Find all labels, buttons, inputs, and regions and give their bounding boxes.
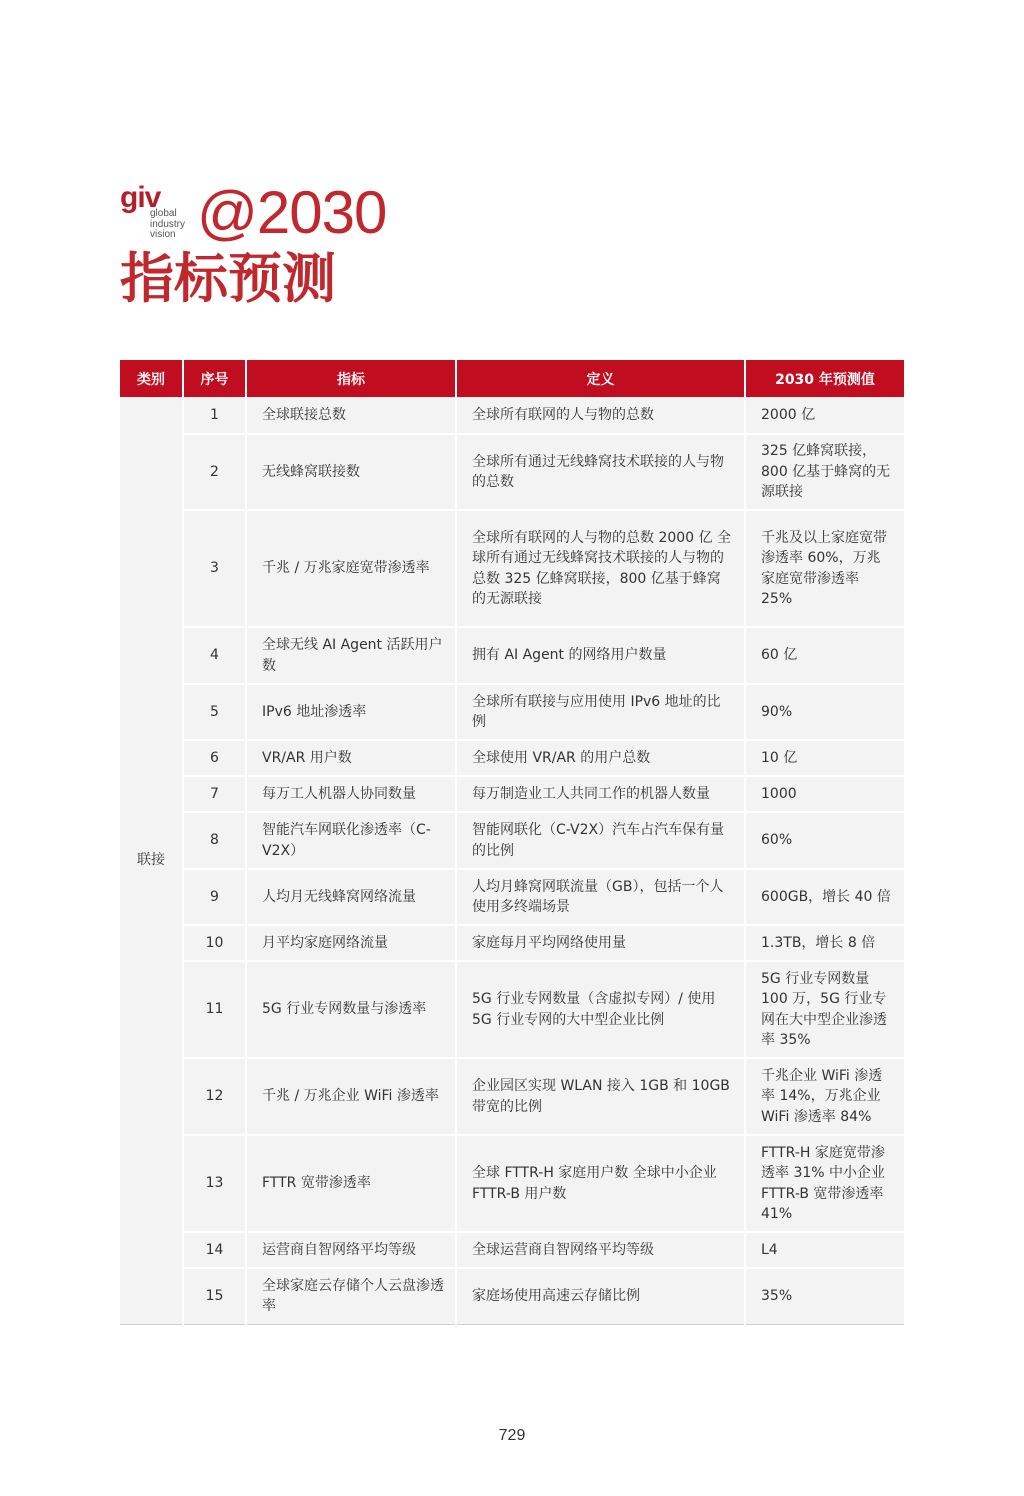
definition-cell: 家庭场使用高速云存储比例 <box>456 1268 745 1324</box>
definition-cell: 全球所有联网的人与物的总数 2000 亿 全球所有通过无线蜂窝技术联接的人与物的总数 325 亿蜂窝联接，800 亿基于蜂窝的无源联接 <box>456 510 745 627</box>
value-cell: 1.3TB，增长 8 倍 <box>745 925 904 961</box>
logo-mark: giv <box>120 181 161 214</box>
table-row <box>120 812 904 869</box>
row-number: 13 <box>183 1135 246 1232</box>
page-title: 指标预测 <box>120 247 336 310</box>
row-number: 15 <box>183 1268 246 1324</box>
table-row <box>120 627 904 684</box>
definition-cell: 全球所有联接与应用使用 IPv6 地址的比例 <box>456 684 745 740</box>
row-number: 12 <box>183 1058 246 1135</box>
indicator-cell: 人均月无线蜂窝网络流量 <box>246 869 456 925</box>
value-cell: 千兆企业 WiFi 渗透率 14%，万兆企业 WiFi 渗透率 84% <box>745 1058 904 1135</box>
value-cell: 60% <box>745 812 904 869</box>
header-number: 序号 <box>183 360 246 397</box>
value-cell: 千兆及以上家庭宽带渗透率 60%，万兆家庭宽带渗透率 25% <box>745 510 904 627</box>
value-cell: FTTR-H 家庭宽带渗透率 31% 中小企业 FTTR-B 宽带渗透率 41% <box>745 1135 904 1232</box>
value-cell: 90% <box>745 684 904 740</box>
definition-cell: 企业园区实现 WLAN 接入 1GB 和 10GB 带宽的比例 <box>456 1058 745 1135</box>
row-number: 7 <box>183 776 246 812</box>
value-cell: 325 亿蜂窝联接，800 亿基于蜂窝的无源联接 <box>745 434 904 510</box>
table-row <box>120 397 904 434</box>
indicator-cell: 无线蜂窝联接数 <box>246 434 456 510</box>
definition-cell: 智能网联化（C-V2X）汽车占汽车保有量的比例 <box>456 812 745 869</box>
value-cell: 5G 行业专网数量 100 万，5G 行业专网在大中型企业渗透率 35% <box>745 961 904 1058</box>
logo-line: industry <box>150 218 186 230</box>
row-number: 2 <box>183 434 246 510</box>
table-row <box>120 1058 904 1135</box>
definition-cell: 全球 FTTR-H 家庭用户数 全球中小企业 FTTR-B 用户数 <box>456 1135 745 1232</box>
header-definition: 定义 <box>456 360 745 397</box>
table-row <box>120 510 904 627</box>
value-cell: 10 亿 <box>745 740 904 776</box>
indicator-cell: 月平均家庭网络流量 <box>246 925 456 961</box>
definition-cell: 全球所有联网的人与物的总数 <box>456 397 745 434</box>
indicator-cell: 5G 行业专网数量与渗透率 <box>246 961 456 1058</box>
indicator-cell: 智能汽车网联化渗透率（C-V2X） <box>246 812 456 869</box>
indicator-cell: 每万工人机器人协同数量 <box>246 776 456 812</box>
table-row <box>120 1232 904 1268</box>
header-indicator: 指标 <box>246 360 456 397</box>
indicator-cell: VR/AR 用户数 <box>246 740 456 776</box>
definition-cell: 全球所有通过无线蜂窝技术联接的人与物的总数 <box>456 434 745 510</box>
row-number: 10 <box>183 925 246 961</box>
header-category: 类别 <box>120 360 183 397</box>
value-cell: 35% <box>745 1268 904 1324</box>
value-cell: 60 亿 <box>745 627 904 684</box>
row-number: 1 <box>183 397 246 434</box>
indicator-cell: 全球家庭云存储个人云盘渗透率 <box>246 1268 456 1324</box>
definition-cell: 全球使用 VR/AR 的用户总数 <box>456 740 745 776</box>
giv-logo <box>120 183 198 245</box>
definition-cell: 人均月蜂窝网联流量（GB），包括一个人使用多终端场景 <box>456 869 745 925</box>
table-row <box>120 434 904 510</box>
table-row <box>120 740 904 776</box>
definition-cell: 5G 行业专网数量（含虚拟专网）/ 使用 5G 行业专网的大中型企业比例 <box>456 961 745 1058</box>
value-cell: 600GB，增长 40 倍 <box>745 869 904 925</box>
row-number: 9 <box>183 869 246 925</box>
indicator-cell: 千兆 / 万兆企业 WiFi 渗透率 <box>246 1058 456 1135</box>
page-title-year: @2030 <box>197 179 387 246</box>
indicator-cell: FTTR 宽带渗透率 <box>246 1135 456 1232</box>
indicator-cell: 千兆 / 万兆家庭宽带渗透率 <box>246 510 456 627</box>
indicator-table <box>120 360 904 1325</box>
page-number: 729 <box>498 1427 526 1444</box>
category-cell: 联接 <box>120 397 183 1324</box>
table-row <box>120 1268 904 1324</box>
logo-wordmark <box>150 209 185 241</box>
definition-cell: 拥有 AI Agent 的网络用户数量 <box>456 627 745 684</box>
logo-line: global <box>150 208 177 219</box>
row-number: 3 <box>183 510 246 627</box>
indicator-cell: 全球联接总数 <box>246 397 456 434</box>
row-number: 6 <box>183 740 246 776</box>
row-number: 14 <box>183 1232 246 1268</box>
logo-line: vision <box>150 229 176 240</box>
table-row <box>120 925 904 961</box>
row-number: 11 <box>183 961 246 1058</box>
table-row <box>120 961 904 1058</box>
indicator-cell: 运营商自智网络平均等级 <box>246 1232 456 1268</box>
table-row <box>120 1135 904 1232</box>
indicator-cell: IPv6 地址渗透率 <box>246 684 456 740</box>
table-row <box>120 869 904 925</box>
definition-cell: 每万制造业工人共同工作的机器人数量 <box>456 776 745 812</box>
definition-cell: 家庭每月平均网络使用量 <box>456 925 745 961</box>
indicator-cell: 全球无线 AI Agent 活跃用户数 <box>246 627 456 684</box>
header-forecast: 2030 年预测值 <box>745 360 904 397</box>
row-number: 4 <box>183 627 246 684</box>
definition-cell: 全球运营商自智网络平均等级 <box>456 1232 745 1268</box>
table-header-row <box>120 360 904 397</box>
row-number: 8 <box>183 812 246 869</box>
table-row <box>120 776 904 812</box>
value-cell: 1000 <box>745 776 904 812</box>
value-cell: L4 <box>745 1232 904 1268</box>
table-row <box>120 684 904 740</box>
value-cell: 2000 亿 <box>745 397 904 434</box>
row-number: 5 <box>183 684 246 740</box>
